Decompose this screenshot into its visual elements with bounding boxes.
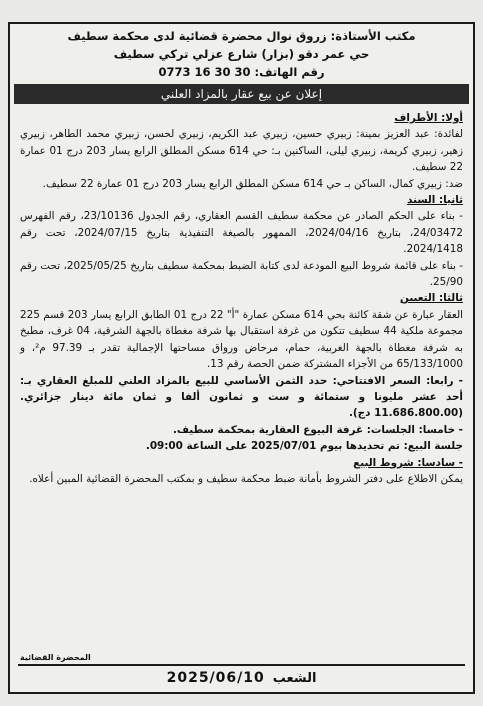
office-address: حي عمر دقو (بزار) شارع عزلي تركي سطيف bbox=[113, 47, 370, 61]
announcement-body bbox=[10, 104, 473, 487]
section-parties-title: أولا: الأطراف bbox=[394, 112, 463, 124]
office-header bbox=[10, 24, 473, 81]
section-parties-beneficiaries: لفائدة: عبد العزيز بمينة: زبيري حسين، زبيري عبد الكريم، زبيري لحسن، زبيري محمد الطاهر، زبيري زهير، زبيري كريمة، زبيري ليلى، الساكنين بـ: حي 614 مسكن المطلق الرابع يسار 203 درج 01 عمارة 22 سطيف. bbox=[20, 128, 463, 174]
section-designation-text: العقار عبارة عن شقة كائنة بحي 614 مسكن عمارة "أ" 22 درج 01 الطابق الرابع يسار 203 قسم 225 مجموعة ملكية 44 سطيف تتكون من غرفة استقبال بها شرفة مغطاة بالجهة الشرقية، 04 غرف، مطبخ به شرفة مغطاة بالجهة الغربية، حمام، مرحاض ورواق مساحتها الإجمالية تقدر بـ 97.39 م²، و 65/133/1000 من الأجزاء المشتركة ضمن الحصة رقم 13. bbox=[20, 308, 463, 371]
section-parties-against: ضد: زبيري كمال، الساكن بـ حي 614 مسكن المطلق الرابع يسار 203 درج 01 عمارة 22 سطيف. bbox=[42, 177, 463, 190]
section-conditions-title: - سادسا: شروط البيع bbox=[353, 456, 463, 469]
section-opening-price: - رابعا: السعر الافتتاحي: حدد الثمن الأساسي للبيع بالمزاد العلني للمبلغ العقاري بـ: أحد عشر مليونا و ستمائة و ست و ثمانون ألفا و ثمان مائة دينار جزائري. (11.686.800.00 دج). bbox=[20, 374, 463, 420]
office-name: مكتب الأستاذة: زروق نوال محضرة قضائية لدى محكمة سطيف bbox=[67, 29, 416, 43]
section-conditions-text: يمكن الاطلاع على دفتر الشروط بأمانة ضبط محكمة سطيف و بمكتب المحضرة القضائية المبين أعلاه. bbox=[29, 472, 463, 485]
office-phone bbox=[18, 63, 465, 81]
bailiff-signature: المحضرة القضائية bbox=[20, 653, 91, 662]
section-designation-title: ثالثا: التعيين bbox=[399, 292, 463, 305]
section-title-deed-title: ثانيا: السند bbox=[407, 194, 463, 207]
newspaper-name: الشعب bbox=[272, 670, 317, 686]
announcement-title: إعلان عن بيع عقار بالمزاد العلني bbox=[14, 84, 469, 104]
section-title-deed-judgment: - بناء على الحكم الصادر عن محكمة سطيف القسم العقاري، رقم الجدول 23/10136، رقم الفهرس 24/03472، بتاريخ 2024/04/16، الممهور بالصيغة التنفيذية بتاريخ 2024/07/15، تحت رقم 2024/1418. bbox=[20, 210, 463, 256]
section-title-deed-conditions: - بناء على قائمة شروط البيع المودعة لدى كتابة الضبط بمحكمة سطيف بتاريخ 2025/05/25، تحت رقم 25/90. bbox=[20, 259, 463, 289]
publication-footer bbox=[18, 664, 465, 690]
section-sessions: - خامسا: الجلسات: غرفة البيوع العقارية بمحكمة سطيف. bbox=[172, 423, 463, 436]
publication-date: 2025/06/10 bbox=[166, 670, 265, 686]
phone-number: 0773 16 30 30 bbox=[158, 65, 251, 79]
section-sale-session: جلسة البيع: تم تحديدها بيوم 2025/07/01 على الساعة 09:00. bbox=[145, 440, 463, 453]
phone-label: رقم الهاتف: bbox=[254, 65, 325, 79]
announcement-frame bbox=[8, 22, 475, 694]
